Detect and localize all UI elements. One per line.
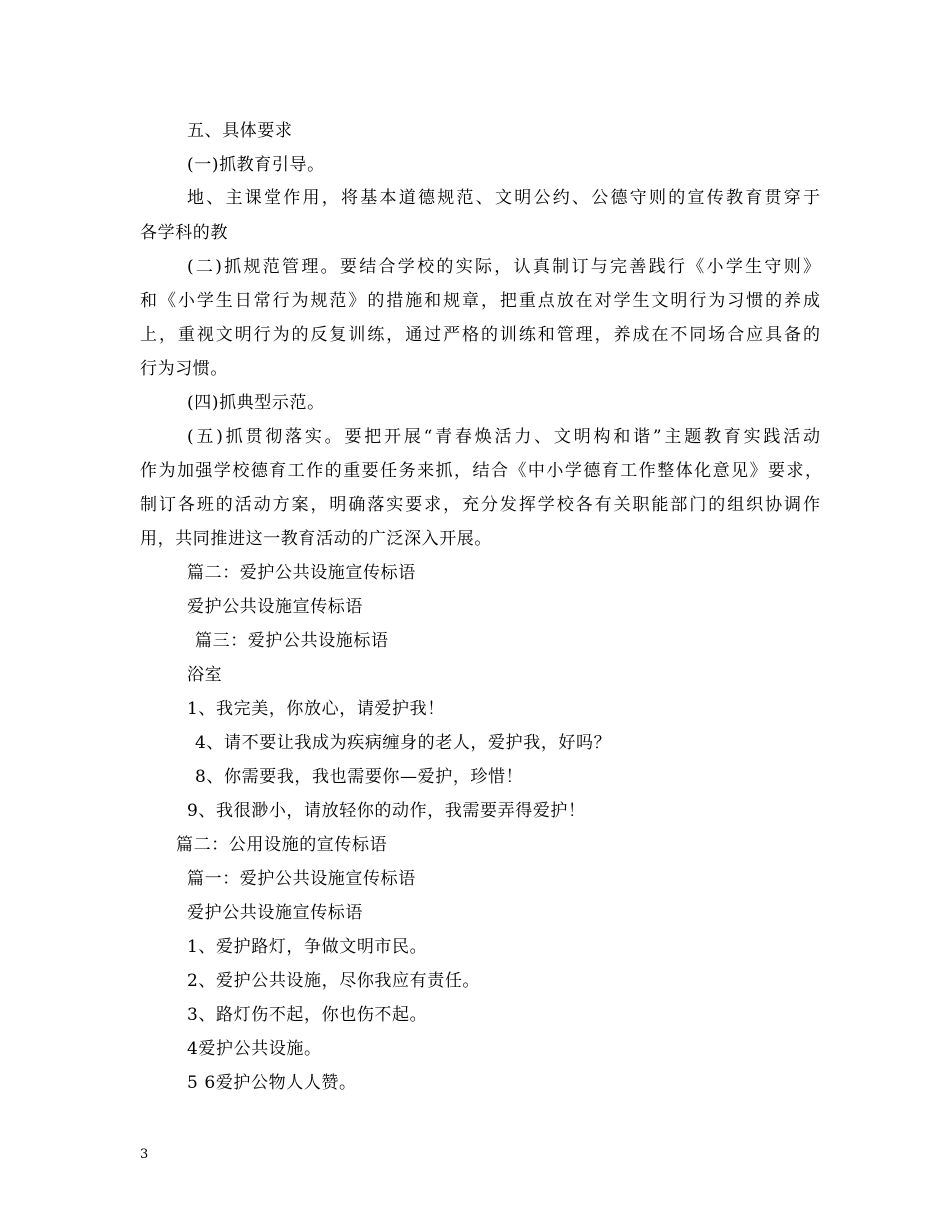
article-title: 爱护公共设施宣传标语: [187, 597, 363, 617]
section-heading: 五、具体要求: [187, 121, 293, 141]
list-item: 1、我完美，你放心，请爱护我！: [187, 699, 445, 719]
paragraph-line: (二)抓规范管理。要结合学校的实际，认真制订与完善践行《小学生守则》: [187, 257, 820, 277]
paragraph-line: (五)抓贯彻落实。要把开展“青春焕活力、文明构和谐”主题教育实践活动: [187, 427, 820, 447]
article-title: 爱护公共设施宣传标语: [187, 903, 363, 923]
paragraph-line: 制订各班的活动方案，明确落实要求，充分发挥学校各有关职能部门的组织协调作: [140, 495, 820, 515]
list-item: 1、爱护路灯，争做文明市民。: [187, 937, 428, 957]
paragraph-line: 地、主课堂作用，将基本道德规范、文明公约、公德守则的宣传教育贯穿于: [187, 188, 820, 208]
subheading-model: (四)抓典型示范。: [187, 393, 325, 413]
list-item: 3、路灯伤不起，你也伤不起。: [187, 1005, 428, 1025]
subheading-education: (一)抓教育引导。: [187, 155, 325, 175]
list-item: 5 6爱护公物人人赞。: [187, 1073, 357, 1093]
paragraph-line: 上，重视文明行为的反复训练，通过严格的训练和管理，养成在不同场合应具备的: [140, 325, 820, 345]
article-heading: 篇三：爱护公共设施标语: [195, 631, 389, 651]
paragraph-line: 行为习惯。: [140, 359, 228, 379]
paragraph-line: 和《小学生日常行为规范》的措施和规章，把重点放在对学生文明行为习惯的养成: [140, 291, 820, 311]
list-item: 9、我很渺小，请放轻你的动作，我需要弄得爱护！: [187, 801, 586, 821]
article-heading: 篇一：爱护公共设施宣传标语: [187, 869, 416, 889]
paragraph-line: 作为加强学校德育工作的重要任务来抓，结合《中小学德育工作整体化意见》要求，: [140, 461, 822, 481]
article-heading: 篇二：公用设施的宣传标语: [176, 835, 388, 855]
list-item: 8、你需要我，我也需要你—爱护，珍惜！: [195, 767, 524, 787]
paragraph-line: 各学科的教: [140, 223, 228, 243]
page-number: 3: [140, 1147, 149, 1162]
list-item: 2、爱护公共设施，尽你我应有责任。: [187, 971, 481, 991]
article-heading: 篇二：爱护公共设施宣传标语: [187, 563, 416, 583]
list-item: 4爱护公共设施。: [187, 1039, 322, 1059]
paragraph-line: 用，共同推进这一教育活动的广泛深入开展。: [140, 529, 492, 549]
text-line: 浴室: [187, 665, 223, 685]
list-item: 4、请不要让我成为疾病缠身的老人，爱护我，好吗？: [195, 733, 612, 753]
